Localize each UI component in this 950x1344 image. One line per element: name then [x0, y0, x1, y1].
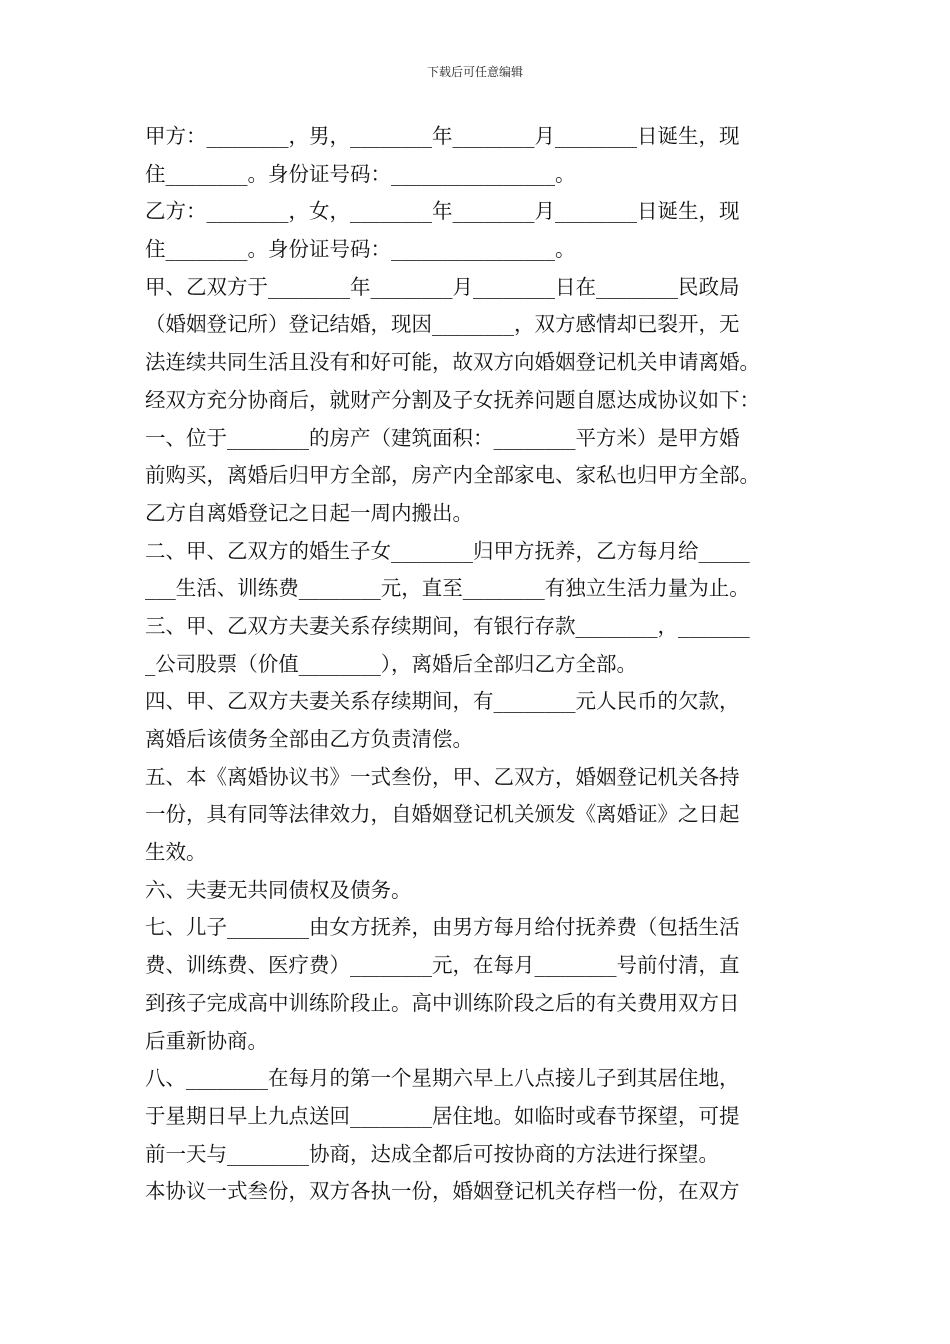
clause-2-line-1: 二、甲、乙双方的婚生子女________归甲方抚养，乙方每月给_____ [145, 538, 750, 563]
marriage-info-line-4: 经双方充分协商后，就财产分割及子女抚养问题自愿达成协议如下： [145, 387, 760, 412]
party-a-line-1: 甲方：________，男，________年________月________日诞生，现 [145, 124, 740, 148]
clause-8-line-1: 八、________在每月的第一个星期六早上八点接儿子到其居住地， [145, 1066, 740, 1091]
clause-3-line-2: _公司股票（价值________），离婚后全部归乙方全部。 [145, 651, 637, 676]
closing-line-1: 本协议一式叁份，双方各执一份，婚姻登记机关存档一份，在双方 [145, 1179, 740, 1204]
clause-4-line-2: 离婚后该债务全部由乙方负责清偿。 [145, 727, 473, 751]
clause-2-line-2: ___生活、训练费________元，直至________有独立生活力量为止。 [145, 576, 750, 601]
clause-1-line-1: 一、位于________的房产（建筑面积：________平方米）是甲方婚 [145, 425, 740, 450]
clause-5-line-2: 一份，具有同等法律效力，自婚姻登记机关颁发《离婚证》之日起 [145, 802, 740, 827]
party-b-line-2: 住________。身份证号码：________________。 [145, 237, 576, 262]
clause-7-line-4: 后重新协商。 [145, 1028, 268, 1053]
marriage-info-line-2: （婚姻登记所）登记结婚，现因________，双方感情却已裂开，无 [145, 312, 740, 337]
clause-8-line-2: 于星期日早上九点送回________居住地。如临时或春节探望，可提 [145, 1103, 740, 1128]
clause-5-line-3: 生效。 [145, 840, 207, 865]
marriage-info-line-1: 甲、乙双方于________年________月________日在________民政局 [145, 274, 740, 299]
clause-6-line-1: 六、夫妻无共同债权及债务。 [145, 877, 412, 902]
clause-7-line-3: 到孩子完成高中训练阶段止。高中训练阶段之后的有关费用双方日 [145, 990, 740, 1015]
marriage-info-line-3: 法连续共同生活且没有和好可能，故双方向婚姻登记机关申请离婚。 [145, 350, 760, 375]
agreement-body [145, 118, 825, 1211]
clause-8-line-3: 前一天与________协商，达成全都后可按协商的方法进行探望。 [145, 1141, 719, 1166]
page-header-note: 下载后可任意编辑 [426, 65, 523, 79]
party-a-line-2: 住________。身份证号码：________________。 [145, 161, 576, 186]
party-b-line-1: 乙方：________，女，________年________月________日诞生，现 [145, 199, 740, 224]
clause-1-line-2: 前购买，离婚后归甲方全部，房产内全部家电、家私也归甲方全部。 [145, 463, 760, 488]
clause-1-line-3: 乙方自离婚登记之日起一周内搬出。 [145, 500, 473, 525]
clause-7-line-2: 费、训练费、医疗费）________元，在每月________号前付清，直 [145, 953, 740, 978]
clause-3-line-1: 三、甲、乙双方夫妻关系存续期间，有银行存款________，_______ [145, 613, 750, 638]
clause-4-line-1: 四、甲、乙双方夫妻关系存续期间，有________元人民币的欠款， [145, 689, 740, 714]
clause-5-line-1: 五、本《离婚协议书》一式叁份，甲、乙双方，婚姻登记机关各持 [145, 764, 740, 789]
clause-7-line-1: 七、儿子________由女方抚养，由男方每月给付抚养费（包括生活 [145, 915, 740, 940]
